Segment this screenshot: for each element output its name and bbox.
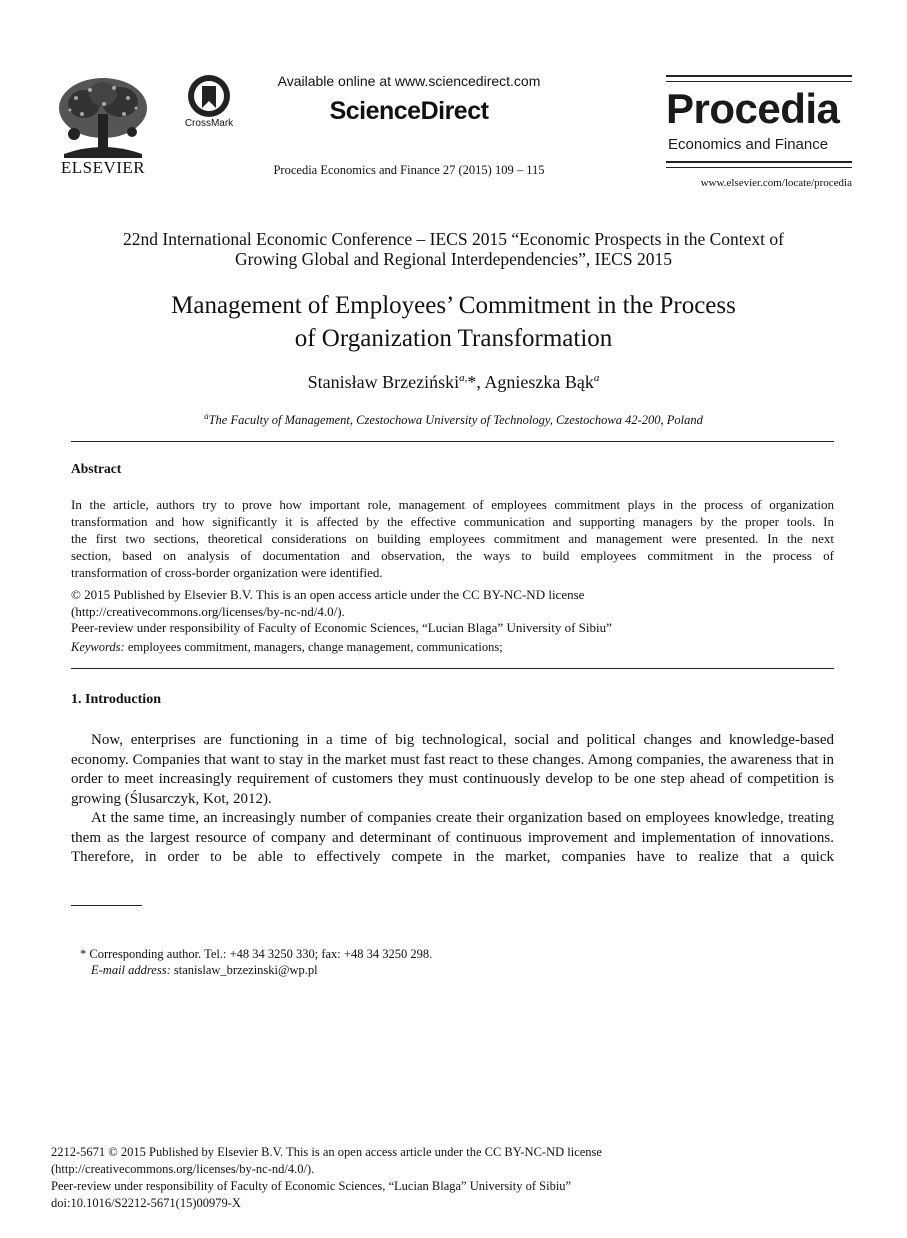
journal-subtitle: Economics and Finance [668,136,829,153]
publisher-wordmark: ELSEVIER [60,158,146,177]
paragraph: Now, enterprises are functioning in a time of big technological, social and political changes and knowledge-based economy. Companies that want to stay in the market must fast react to these changes. Among companies, the awareness that in order to meet increasingly requirement of customers they must continuously develop to be one step ahead of competition is growing (Ślusarczyk, Kot, 2012). [71,732,834,807]
author-affiliation-mark: a [593,372,600,384]
author-list [60,372,847,393]
journal-url[interactable]: www.elsevier.com/locate/procedia [700,177,852,189]
paragraph: At the same time, an increasingly number of companies create their organization based on employees knowledge, treating them as the largest resource of company and determinant of continuous improvement and implementation of innovations. Therefore, in order to be able to effectively compete in the market, companies have to realize that a quick [71,810,834,865]
conference-name [60,229,847,269]
section-heading: 1. Introduction [71,692,161,707]
introduction-body [71,731,834,868]
journal-reference: Procedia Economics and Finance 27 (2015) 109 – 115 [273,163,545,177]
affiliation [60,411,847,428]
title-line: Management of Employees’ Commitment in the Process [171,292,736,319]
affiliation-text: The Faculty of Management, Czestochowa University of Technology, Czestochowa 42-200, Poland [208,413,703,428]
author-name: Stanisław Brzeziński [307,372,460,392]
procedia-rule [666,167,852,168]
crossmark-badge[interactable] [180,74,238,134]
peer-review-note: Peer-review under responsibility of Faculty of Economic Sciences, “Lucian Blaga” University of Sibiu” [51,1179,572,1193]
email-address[interactable]: stanislaw_brzezinski@wp.pl [170,963,318,977]
crossmark-label: CrossMark [184,118,234,129]
corresponding-author-note: * Corresponding author. Tel.: +48 34 3250 330; fax: +48 34 3250 298. [80,947,433,961]
copyright-notice [71,586,834,620]
bottom-matter [51,1144,751,1212]
license-link[interactable]: (http://creativecommons.org/licenses/by-nc-nd/4.0/). [51,1162,315,1176]
crossmark-icon [180,74,238,118]
abstract-line: section, based on analysis of documentation and observation, the ways to build employees commitment in the process of [71,548,834,563]
title-line: of Organization Transformation [294,325,613,352]
divider [71,668,834,669]
abstract-line: the first two sections, theoretical considerations on building employees commitment and management were presented. In the next [71,531,834,546]
author-separator: , [476,372,485,392]
keywords-list: employees commitment, managers, change management, communications; [124,640,503,654]
author-name: Agnieszka Bąk [484,372,594,392]
email-label: E-mail address: [91,963,171,977]
elsevier-logo [54,74,152,178]
available-online: Available online at www.sciencedirect.com [277,73,541,89]
corresponding-mark[interactable]: * [467,372,477,392]
conference-line: Growing Global and Regional Interdependencies”, IECS 2015 [235,249,672,269]
copyright-line: © 2015 Published by Elsevier B.V. This is an open access article under the CC BY-NC-ND license [71,587,585,602]
keywords-label: Keywords: [71,640,125,654]
affiliation-mark: a [204,411,209,421]
footnote [80,946,680,978]
journal-name: Procedia [666,85,840,132]
issn-license: 2212-5671 © 2015 Published by Elsevier B.V. This is an open access article under the CC BY-NC-ND license [51,1145,602,1159]
abstract-line: In the article, authors try to prove how important role, management of employees commitment plays in the process of organization [71,497,834,512]
abstract-line: transformation of cross-border organization were identified. [71,565,383,580]
doi[interactable]: doi:10.1016/S2212-5671(15)00979-X [51,1196,241,1210]
elsevier-tree-icon [54,74,152,158]
footnote-rule [71,905,142,906]
license-link[interactable]: (http://creativecommons.org/licenses/by-nc-nd/4.0/). [71,604,345,619]
abstract-body [71,496,834,581]
procedia-rule [666,161,852,163]
abstract-line: transformation and how significantly it is affected by the effective communication and supporting managers by the proper tools. In [71,514,834,529]
procedia-rule [666,81,852,82]
paper-title [60,289,847,355]
keywords [71,640,834,655]
peer-review-note: Peer-review under responsibility of Faculty of Economic Sciences, “Lucian Blaga” University of Sibiu” [71,620,612,635]
procedia-logo [666,75,852,193]
divider [71,441,834,442]
author-affiliation-mark: a, [459,372,468,384]
sciencedirect-brand: ScienceDirect [329,97,489,125]
abstract-heading: Abstract [71,461,122,476]
conference-line: 22nd International Economic Conference – IECS 2015 “Economic Prospects in the Context of [123,229,784,249]
procedia-rule [666,75,852,77]
